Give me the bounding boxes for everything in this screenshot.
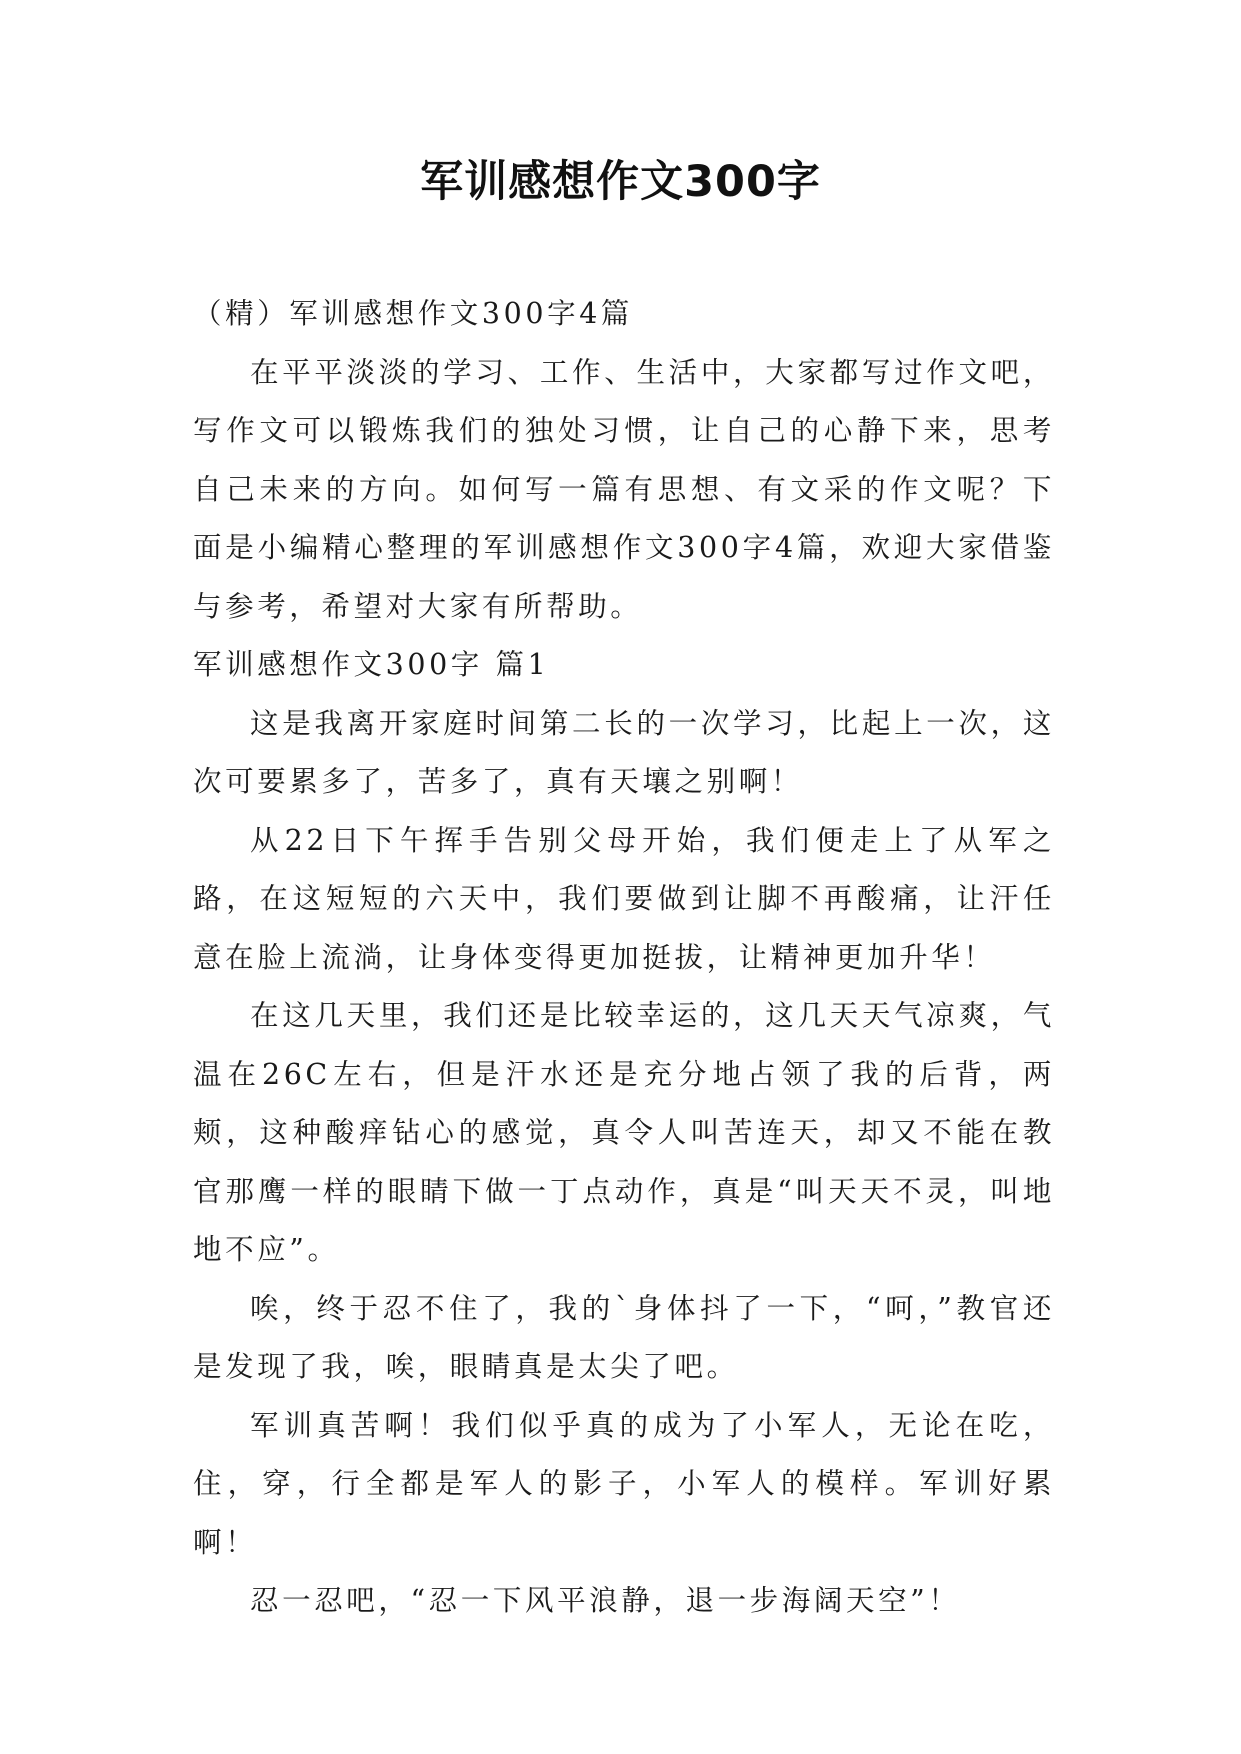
document-body (193, 285, 1055, 1631)
body-paragraph: 这是我离开家庭时间第二长的一次学习，比起上一次，这次可要累多了，苦多了，真有天壤之别啊！ (193, 706, 1055, 798)
body-paragraph: 军训真苦啊！我们似乎真的成为了小军人，无论在吃，住，穿，行全都是军人的影子，小军人的模样。军训好累啊！ (193, 1408, 1055, 1559)
intro-paragraph: 在平平淡淡的学习、工作、生活中，大家都写过作文吧，写作文可以锻炼我们的独处习惯，让自己的心静下来，思考自己未来的方向。如何写一篇有思想、有文采的作文呢？下面是小编精心整理的军训感想作文300字4篇，欢迎大家借鉴与参考，希望对大家有所帮助。 (193, 355, 1055, 623)
body-paragraph: 在这几天里，我们还是比较幸运的，这几天天气凉爽，气温在26C左右，但是汗水还是充分地占领了我的后背，两颊，这种酸痒钻心的感觉，真令人叫苦连天，却又不能在教官那鹰一样的眼睛下做一丁点动作，真是“叫天天不灵，叫地地不应”。 (193, 999, 1055, 1266)
body-paragraph: 唉，终于忍不住了，我的`身体抖了一下，“呵，”教官还是发现了我，唉，眼睛真是太尖了吧。 (193, 1291, 1055, 1383)
section-heading-1: 军训感想作文300字 篇1 (193, 648, 550, 681)
body-paragraph: 忍一忍吧，“忍一下风平浪静，退一步海阔天空”！ (250, 1584, 961, 1617)
article-subtitle: （精）军训感想作文300字4篇 (193, 297, 634, 330)
body-paragraph: 从22日下午挥手告别父母开始，我们便走上了从军之路，在这短短的六天中，我们要做到让脚不再酸痛，让汗任意在脸上流淌，让身体变得更加挺拔，让精神更加升华！ (193, 823, 1055, 974)
document-title: 军训感想作文300字 (420, 157, 821, 207)
